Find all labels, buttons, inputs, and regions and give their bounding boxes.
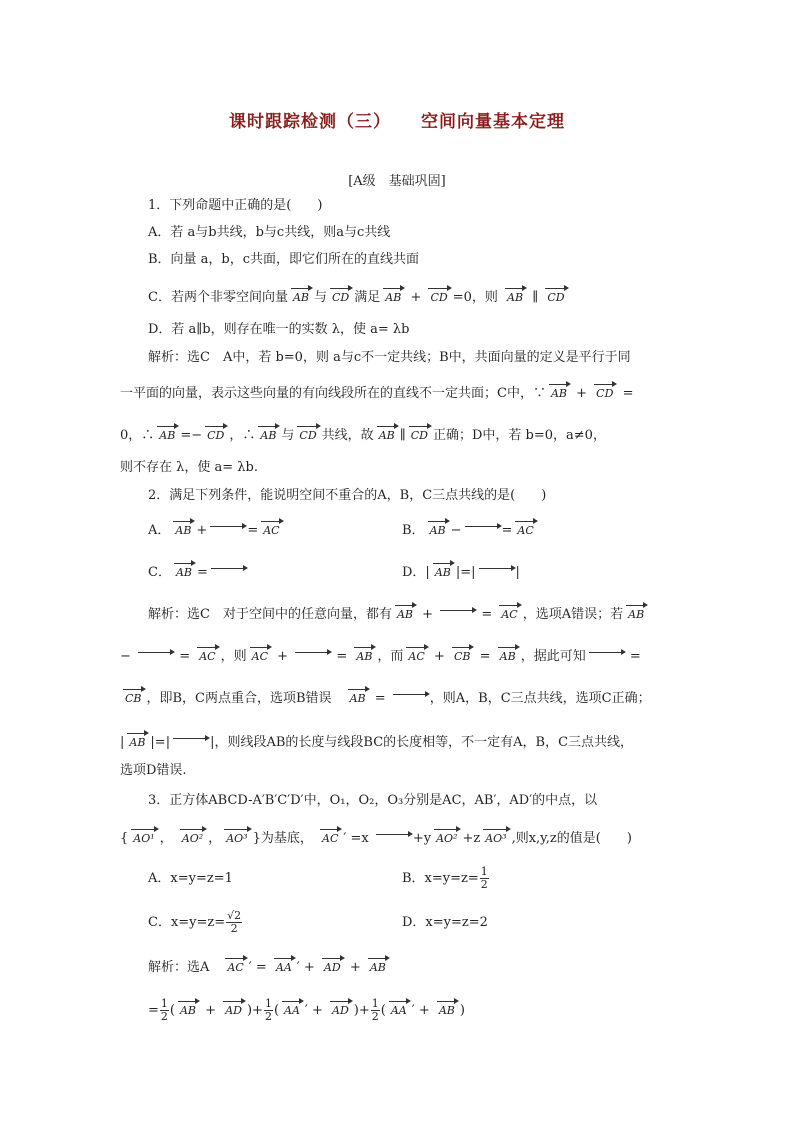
vec-ac: AC — [252, 646, 268, 663]
vec-blank-arrow — [479, 566, 513, 580]
vec-ab: AB — [180, 1000, 196, 1017]
q2-solution-line2: − = AC ，则 AC + = AB ，而 AC + CB = AB ，据此可知 = — [120, 646, 641, 666]
q2-solution-line4: | AB |=| |，则线段AB的长度与线段BC的长度相等，不一定有A，B，C三点共线， — [120, 732, 633, 752]
page-title — [0, 107, 794, 132]
vec-ab: AB — [159, 425, 175, 442]
vec-ac: AC — [322, 828, 338, 845]
vec-ab: AB — [293, 287, 309, 304]
q3-option-d: D．x=y=z=2 — [402, 915, 488, 930]
vec-ab: AB — [439, 1000, 455, 1017]
vec-cd: CD — [332, 287, 349, 304]
vec-ac: AC — [227, 957, 243, 974]
vec-blank-arrow — [211, 566, 245, 580]
q2-option-c: C． AB = — [148, 562, 248, 582]
vec-blank-arrow — [295, 650, 329, 664]
q2-option-d: D．| AB |=| | — [402, 562, 520, 582]
vec-ad: AD — [324, 957, 341, 974]
vec-ab: AB — [551, 383, 567, 400]
q1-option-d: D．若 a∥b，则存在唯一的实数 λ，使 a= λb — [148, 322, 410, 337]
vec-ab: AB — [356, 646, 372, 663]
q3-option-c: C．x=y=z= $\frac{√2}{2}$ — [148, 909, 242, 935]
q1-solution-line3: 0，∴ AB =− CD ，∴ AB 与 CD 共线，故 AB ∥ CD 正确；D中，若 b=0，a≠0， — [120, 425, 606, 445]
vec-aa: AA — [276, 957, 292, 974]
section-label: [A级 基础巩固] — [348, 174, 446, 189]
vec-cd: CD — [411, 425, 428, 442]
q2-option-a: A． AB + = AC — [148, 520, 285, 540]
q1-solution-line4: 则不存在 λ，使 a= λb. — [120, 460, 258, 475]
fraction-half: $\frac{1}{2}$ — [264, 997, 272, 1023]
q2-solution-line1: 解析：选C 对于空间中的任意向量，都有 AB + = AC ，选项A错误；若 AB — [148, 604, 649, 624]
vec-blank-arrow — [173, 736, 207, 750]
vec-ac: AC — [517, 520, 533, 537]
vec-blank-arrow — [440, 608, 474, 622]
q1-stem: 1．下列命题中正确的是( ) — [148, 198, 323, 213]
vec-ab: AB — [430, 520, 446, 537]
vec-blank-arrow — [376, 832, 410, 846]
vec-blank-arrow — [589, 650, 623, 664]
vec-blank-arrow — [465, 524, 499, 538]
vec-ad: AD — [225, 1000, 242, 1017]
title-topic: 空间向量基本定理 — [421, 112, 565, 132]
vec-ao2: AO² — [436, 828, 457, 845]
vec-ab: AB — [507, 287, 523, 304]
q1-option-b: B．向量 a，b，c共面，即它们所在的直线共面 — [148, 252, 420, 267]
vec-ab: AB — [129, 732, 145, 749]
vec-ab: AB — [628, 604, 644, 621]
q1-solution-line2: 一平面的向量，表示这些向量的有向线段所在的直线不一定共面；C中，∵ AB + CD = — [120, 383, 633, 403]
q3-stem-line1: 3．正方体ABCD-A′B′C′D′中，O₁，O₂，O₃分别是AC，AB′，AD′的中点，以 — [148, 793, 598, 808]
q3-solution-line2: = $\frac{1}{2}$ ( AB + AD )+ $\frac{1}{2}$ ( AA ′ + AD )+ $\frac{1}{2}$ ( AA ′ + AB ) — [148, 997, 465, 1023]
vec-cd: CD — [547, 287, 564, 304]
vec-ab: AB — [350, 688, 366, 705]
vec-ad: AD — [332, 1000, 349, 1017]
vec-ao3: AO³ — [226, 828, 247, 845]
fraction-half: $\frac{1}{2}$ — [480, 865, 488, 891]
q3-option-a: A．x=y=z=1 — [148, 871, 233, 886]
vec-ac: AC — [501, 604, 517, 621]
vec-ab: AB — [379, 425, 395, 442]
fraction-sqrt2-over-2: $\frac{√2}{2}$ — [227, 909, 242, 935]
q2-stem: 2．满足下列条件，能说明空间不重合的A，B，C三点共线的是( ) — [148, 488, 547, 503]
vec-blank-arrow — [210, 524, 244, 538]
vec-cd: CD — [299, 425, 316, 442]
vec-aa: AA — [284, 1000, 300, 1017]
vec-ao3: AO³ — [485, 828, 506, 845]
vec-aa: AA — [391, 1000, 407, 1017]
q1-option-c: C．若两个非零空间向量 AB 与 CD 满足 AB + CD =0，则 AB ∥ CD — [148, 287, 570, 307]
vec-cd: CD — [596, 383, 613, 400]
vec-cb: CB — [454, 646, 471, 663]
q2-solution-line3: CB ，即B，C两点重合，选项B错误 AB = ，则A，B，C三点共线，选项C正确； — [120, 688, 651, 708]
vec-ac: AC — [408, 646, 424, 663]
fraction-half: $\frac{1}{2}$ — [371, 997, 379, 1023]
vec-ab: AB — [260, 425, 276, 442]
q3-stem-line2: { AO¹ ， AO² ， AO³ }为基底， AC ′ =x +y AO² +z AO³ ,则x,y,z的值是( ) — [120, 828, 632, 848]
q2-option-b: B． AB − = AC — [402, 520, 539, 540]
vec-cd: CD — [207, 425, 224, 442]
vec-ab: AB — [397, 604, 413, 621]
vec-ao2: AO² — [182, 828, 203, 845]
q2-solution-line5: 选项D错误. — [120, 763, 187, 778]
q1-solution-line1: 解析：选C A中，若 b=0，则 a与c不一定共线；B中，共面向量的定义是平行于同 — [148, 350, 631, 365]
vec-ac: AC — [263, 520, 279, 537]
q1-option-a: A．若 a与b共线，b与c共线，则a与c共线 — [148, 225, 391, 240]
vec-ab: AB — [370, 957, 386, 974]
q3-option-b: B．x=y=z= $\frac{1}{2}$ — [402, 865, 488, 891]
vec-ao1: AO¹ — [133, 828, 154, 845]
vec-ab: AB — [435, 562, 451, 579]
vec-cb: CB — [125, 688, 142, 705]
vec-blank-arrow — [138, 650, 172, 664]
vec-ab: AB — [500, 646, 516, 663]
vec-ac: AC — [199, 646, 215, 663]
vec-blank-arrow — [393, 692, 427, 706]
title-main: 课时跟踪检测（三） — [229, 112, 391, 132]
vec-ab: AB — [175, 520, 191, 537]
q3-solution-line1: 解析：选A AC ′ = AA ′ + AD + AB — [148, 957, 391, 977]
fraction-half: $\frac{1}{2}$ — [160, 997, 168, 1023]
vec-ab: AB — [176, 562, 192, 579]
vec-cd: CD — [430, 287, 447, 304]
vec-ab: AB — [385, 287, 401, 304]
